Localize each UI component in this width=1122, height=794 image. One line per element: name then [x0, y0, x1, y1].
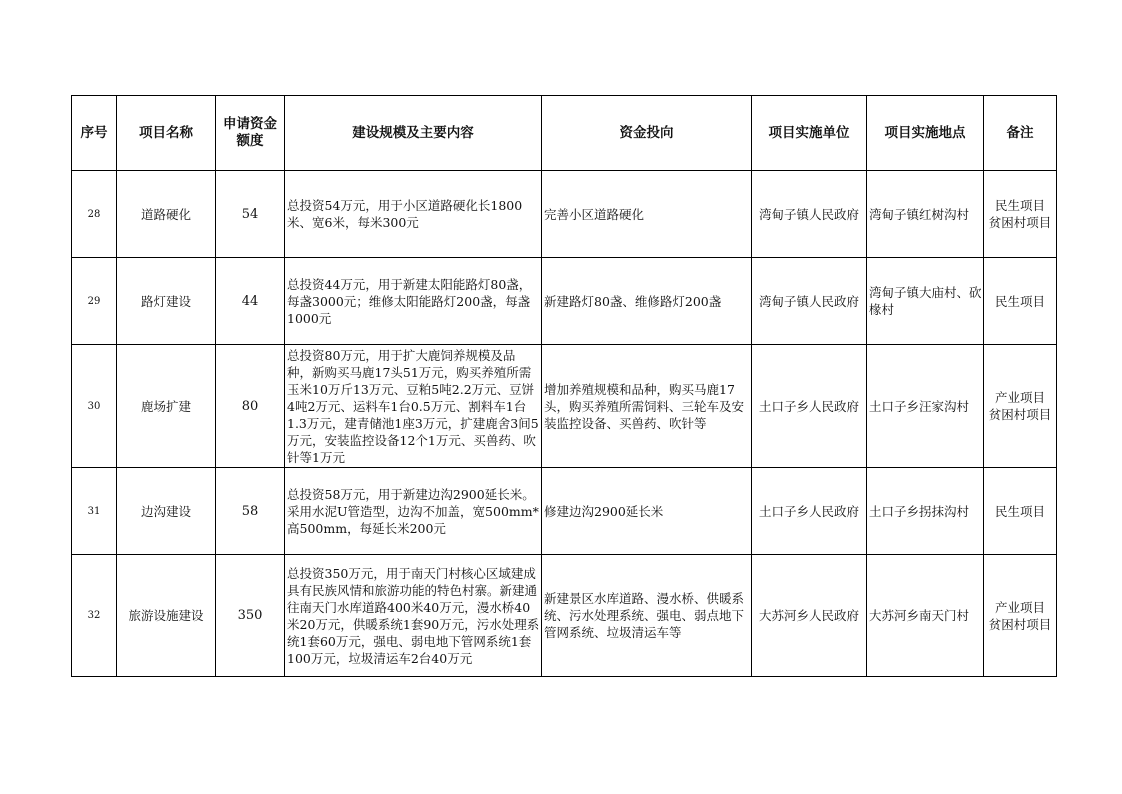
note-line: 民生项目: [994, 198, 1045, 213]
header-seq: 序号: [72, 96, 117, 171]
note-line: 贫困村项目: [988, 407, 1052, 422]
note-line: 贫困村项目: [988, 616, 1052, 632]
row-location: 湾甸子镇大庙村、砍椽村: [867, 258, 984, 345]
row-amount: 54: [216, 171, 285, 258]
table-row: [72, 258, 1057, 345]
note-line: 民生项目: [994, 503, 1045, 519]
row-amount: 350: [216, 555, 285, 677]
header-amount-line1: 申请资金: [223, 116, 277, 132]
row-location: 大苏河乡南天门村: [867, 555, 984, 677]
row-seq: 29: [72, 258, 117, 345]
table-row: [72, 171, 1057, 258]
row-content: 总投资58万元，用于新建边沟2900延长米。采用水泥U管造型，边沟不加盖，宽500mm*高500mm，每延长米200元: [285, 468, 542, 555]
row-unit: 湾甸子镇人民政府: [752, 171, 867, 258]
row-unit: 土口子乡人民政府: [752, 345, 867, 468]
row-unit: 湾甸子镇人民政府: [752, 258, 867, 345]
header-direction: 资金投向: [542, 96, 752, 171]
row-name: 路灯建设: [117, 258, 216, 345]
row-note: [984, 468, 1057, 555]
table-row: [72, 555, 1057, 677]
row-amount: 58: [216, 468, 285, 555]
row-amount: 44: [216, 258, 285, 345]
row-name: 道路硬化: [117, 171, 216, 258]
project-table-sheet: [71, 95, 1056, 677]
row-note: [984, 171, 1057, 258]
row-content: 总投资350万元，用于南天门村核心区域建成具有民族风情和旅游功能的特色村寨。新建通往南天门水库道路400米40万元，漫水桥40米20万元，供暖系统1套90万元，污水处理系统1套60万元，强电、弱电地下管网系统1套100万元，垃圾清运车2台40万元: [285, 555, 542, 677]
row-direction: 增加养殖规模和品种，购买马鹿17头，购买养殖所需饲料、三轮车及安装监控设备、买兽药、吹针等: [542, 345, 752, 468]
row-direction: 完善小区道路硬化: [542, 171, 752, 258]
header-name: 项目名称: [117, 96, 216, 171]
row-content: 总投资44万元，用于新建太阳能路灯80盏，每盏3000元；维修太阳能路灯200盏，每盏1000元: [285, 258, 542, 345]
row-name: 鹿场扩建: [117, 345, 216, 468]
row-note: [984, 555, 1057, 677]
header-location: 项目实施地点: [867, 96, 984, 171]
row-seq: 32: [72, 555, 117, 677]
row-seq: 31: [72, 468, 117, 555]
header-amount: [216, 96, 285, 171]
row-direction: 新建路灯80盏、维修路灯200盏: [542, 258, 752, 345]
header-amount-line2: 额度: [236, 133, 264, 149]
table-row: [72, 468, 1057, 555]
header-content: 建设规模及主要内容: [285, 96, 542, 171]
row-location: 土口子乡拐抹沟村: [867, 468, 984, 555]
note-line: 民生项目: [994, 293, 1045, 309]
row-location: 湾甸子镇红树沟村: [867, 171, 984, 258]
row-seq: 28: [72, 171, 117, 258]
row-unit: 大苏河乡人民政府: [752, 555, 867, 677]
header-row: [72, 96, 1057, 171]
row-unit: 土口子乡人民政府: [752, 468, 867, 555]
row-direction: 修建边沟2900延长米: [542, 468, 752, 555]
table-row: [72, 345, 1057, 468]
row-name: 旅游设施建设: [117, 555, 216, 677]
header-unit: 项目实施单位: [752, 96, 867, 171]
row-note: [984, 258, 1057, 345]
project-table: [71, 95, 1057, 677]
note-line: 贫困村项目: [988, 215, 1052, 230]
row-note: [984, 345, 1057, 468]
row-content: 总投资80万元，用于扩大鹿饲养规模及品种，新购买马鹿17头51万元，购买养殖所需玉米10万斤13万元、豆粕5吨2.2万元、豆饼4吨2万元、运料车1台0.5万元、割料车1台1.3万元，建青储池1座3万元，扩建鹿舍3间5万元，安装监控设备12个1万元、买兽药、吹针等1万元: [285, 345, 542, 468]
header-note: 备注: [984, 96, 1057, 171]
row-content: 总投资54万元，用于小区道路硬化长1800米、宽6米，每米300元: [285, 171, 542, 258]
row-name: 边沟建设: [117, 468, 216, 555]
note-line: 产业项目: [994, 599, 1045, 615]
row-amount: 80: [216, 345, 285, 468]
note-line: 产业项目: [994, 390, 1045, 405]
row-seq: 30: [72, 345, 117, 468]
row-direction: 新建景区水库道路、漫水桥、供暖系统、污水处理系统、强电、弱点地下管网系统、垃圾清运车等: [542, 555, 752, 677]
row-location: 土口子乡汪家沟村: [867, 345, 984, 468]
